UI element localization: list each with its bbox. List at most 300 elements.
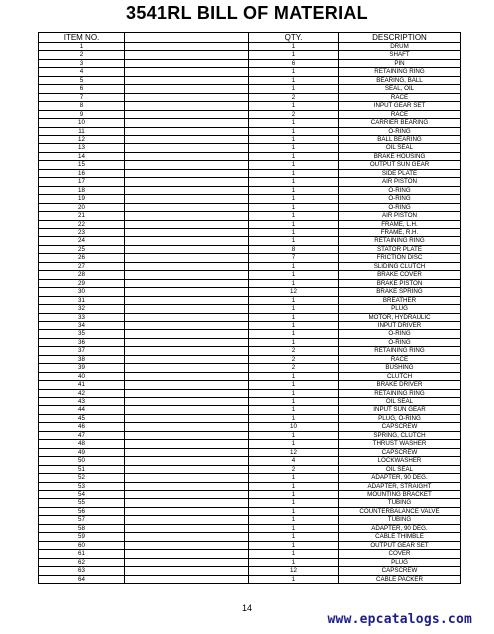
blank-cell bbox=[125, 330, 249, 338]
blank-cell bbox=[125, 457, 249, 465]
description-cell: SEAL, OIL bbox=[339, 85, 461, 93]
table-row bbox=[39, 575, 461, 583]
description-cell: PLUG bbox=[339, 305, 461, 313]
description-cell: AIR PISTON bbox=[339, 212, 461, 220]
qty-cell: 1 bbox=[249, 152, 339, 160]
item-no-cell: 30 bbox=[39, 288, 125, 296]
table-row bbox=[39, 212, 461, 220]
description-cell: RACE bbox=[339, 355, 461, 363]
blank-cell bbox=[125, 321, 249, 329]
table-row bbox=[39, 68, 461, 76]
description-cell: RETAINING RING bbox=[339, 68, 461, 76]
blank-cell bbox=[125, 161, 249, 169]
blank-cell bbox=[125, 507, 249, 515]
header-item-no: ITEM NO. bbox=[39, 33, 125, 43]
blank-cell bbox=[125, 68, 249, 76]
qty-cell: 1 bbox=[249, 372, 339, 380]
blank-cell bbox=[125, 51, 249, 59]
table-row bbox=[39, 51, 461, 59]
qty-cell: 1 bbox=[249, 279, 339, 287]
blank-cell bbox=[125, 516, 249, 524]
table-row bbox=[39, 271, 461, 279]
qty-cell: 1 bbox=[249, 507, 339, 515]
item-no-cell: 12 bbox=[39, 135, 125, 143]
header-blank bbox=[125, 33, 249, 43]
table-row bbox=[39, 499, 461, 507]
table-row bbox=[39, 457, 461, 465]
blank-cell bbox=[125, 127, 249, 135]
table-row bbox=[39, 262, 461, 270]
blank-cell bbox=[125, 499, 249, 507]
description-cell: BRAKE COVER bbox=[339, 271, 461, 279]
description-cell: COUNTERBALANCE VALVE bbox=[339, 507, 461, 515]
item-no-cell: 63 bbox=[39, 567, 125, 575]
blank-cell bbox=[125, 135, 249, 143]
qty-cell: 10 bbox=[249, 423, 339, 431]
description-cell: RETAINING RING bbox=[339, 237, 461, 245]
item-no-cell: 59 bbox=[39, 533, 125, 541]
description-cell: ADAPTER, STRAIGHT bbox=[339, 482, 461, 490]
description-cell: OUTPUT SUN GEAR bbox=[339, 161, 461, 169]
blank-cell bbox=[125, 465, 249, 473]
table-row bbox=[39, 330, 461, 338]
qty-cell: 1 bbox=[249, 135, 339, 143]
blank-cell bbox=[125, 389, 249, 397]
description-cell: BEARING, BALL bbox=[339, 76, 461, 84]
table-row bbox=[39, 245, 461, 253]
qty-cell: 1 bbox=[249, 491, 339, 499]
blank-cell bbox=[125, 296, 249, 304]
blank-cell bbox=[125, 305, 249, 313]
table-row bbox=[39, 414, 461, 422]
blank-cell bbox=[125, 338, 249, 346]
description-cell: CAPSCREW bbox=[339, 423, 461, 431]
item-no-cell: 55 bbox=[39, 499, 125, 507]
qty-cell: 1 bbox=[249, 68, 339, 76]
item-no-cell: 27 bbox=[39, 262, 125, 270]
qty-cell: 1 bbox=[249, 381, 339, 389]
qty-cell: 2 bbox=[249, 364, 339, 372]
item-no-cell: 45 bbox=[39, 414, 125, 422]
description-cell: OUTPUT GEAR SET bbox=[339, 541, 461, 549]
table-row bbox=[39, 347, 461, 355]
description-cell: BRAKE PISTON bbox=[339, 279, 461, 287]
blank-cell bbox=[125, 364, 249, 372]
table-row bbox=[39, 567, 461, 575]
table-row bbox=[39, 220, 461, 228]
page-number: 14 bbox=[241, 603, 252, 613]
table-row bbox=[39, 76, 461, 84]
item-no-cell: 13 bbox=[39, 144, 125, 152]
qty-cell: 1 bbox=[249, 76, 339, 84]
description-cell: RACE bbox=[339, 110, 461, 118]
item-no-cell: 11 bbox=[39, 127, 125, 135]
description-cell: MOUNTING BRACKET bbox=[339, 491, 461, 499]
blank-cell bbox=[125, 550, 249, 558]
table-row bbox=[39, 296, 461, 304]
description-cell: FRICTION DISC bbox=[339, 254, 461, 262]
item-no-cell: 14 bbox=[39, 152, 125, 160]
item-no-cell: 56 bbox=[39, 507, 125, 515]
blank-cell bbox=[125, 524, 249, 532]
item-no-cell: 34 bbox=[39, 321, 125, 329]
blank-cell bbox=[125, 440, 249, 448]
description-cell: BALL BEARING bbox=[339, 135, 461, 143]
item-no-cell: 36 bbox=[39, 338, 125, 346]
description-cell: MOTOR, HYDRAULIC bbox=[339, 313, 461, 321]
qty-cell: 1 bbox=[249, 144, 339, 152]
qty-cell: 1 bbox=[249, 406, 339, 414]
blank-cell bbox=[125, 448, 249, 456]
table-row bbox=[39, 135, 461, 143]
qty-cell: 1 bbox=[249, 550, 339, 558]
table-row bbox=[39, 440, 461, 448]
table-row bbox=[39, 161, 461, 169]
description-cell: RACE bbox=[339, 93, 461, 101]
item-no-cell: 60 bbox=[39, 541, 125, 549]
qty-cell: 1 bbox=[249, 440, 339, 448]
description-cell: OIL SEAL bbox=[339, 144, 461, 152]
blank-cell bbox=[125, 237, 249, 245]
qty-cell: 8 bbox=[249, 245, 339, 253]
item-no-cell: 3 bbox=[39, 59, 125, 67]
blank-cell bbox=[125, 119, 249, 127]
blank-cell bbox=[125, 558, 249, 566]
qty-cell: 1 bbox=[249, 169, 339, 177]
blank-cell bbox=[125, 203, 249, 211]
qty-cell: 1 bbox=[249, 262, 339, 270]
item-no-cell: 2 bbox=[39, 51, 125, 59]
item-no-cell: 31 bbox=[39, 296, 125, 304]
blank-cell bbox=[125, 152, 249, 160]
description-cell: CARRIER BEARING bbox=[339, 119, 461, 127]
qty-cell: 1 bbox=[249, 338, 339, 346]
qty-cell: 1 bbox=[249, 127, 339, 135]
qty-cell: 1 bbox=[249, 398, 339, 406]
blank-cell bbox=[125, 567, 249, 575]
blank-cell bbox=[125, 178, 249, 186]
blank-cell bbox=[125, 212, 249, 220]
description-cell: THRUST WASHER bbox=[339, 440, 461, 448]
blank-cell bbox=[125, 398, 249, 406]
table-row bbox=[39, 516, 461, 524]
item-no-cell: 35 bbox=[39, 330, 125, 338]
qty-cell: 7 bbox=[249, 254, 339, 262]
qty-cell: 12 bbox=[249, 288, 339, 296]
item-no-cell: 41 bbox=[39, 381, 125, 389]
item-no-cell: 57 bbox=[39, 516, 125, 524]
table-row bbox=[39, 541, 461, 549]
blank-cell bbox=[125, 93, 249, 101]
item-no-cell: 32 bbox=[39, 305, 125, 313]
bill-of-material-table bbox=[38, 32, 461, 584]
qty-cell: 1 bbox=[249, 43, 339, 51]
blank-cell bbox=[125, 279, 249, 287]
item-no-cell: 15 bbox=[39, 161, 125, 169]
item-no-cell: 51 bbox=[39, 465, 125, 473]
blank-cell bbox=[125, 474, 249, 482]
description-cell: O-RING bbox=[339, 186, 461, 194]
blank-cell bbox=[125, 381, 249, 389]
table-row bbox=[39, 186, 461, 194]
qty-cell: 1 bbox=[249, 305, 339, 313]
description-cell: BRAKE HOUSING bbox=[339, 152, 461, 160]
item-no-cell: 19 bbox=[39, 195, 125, 203]
table-row bbox=[39, 524, 461, 532]
item-no-cell: 42 bbox=[39, 389, 125, 397]
table-row bbox=[39, 338, 461, 346]
table-row bbox=[39, 381, 461, 389]
description-cell: BRAKE DRIVER bbox=[339, 381, 461, 389]
table-row bbox=[39, 228, 461, 236]
qty-cell: 4 bbox=[249, 457, 339, 465]
description-cell: SPRING, CLUTCH bbox=[339, 431, 461, 439]
table-row bbox=[39, 119, 461, 127]
blank-cell bbox=[125, 575, 249, 583]
item-no-cell: 21 bbox=[39, 212, 125, 220]
description-cell: TUBING bbox=[339, 516, 461, 524]
blank-cell bbox=[125, 347, 249, 355]
item-no-cell: 29 bbox=[39, 279, 125, 287]
item-no-cell: 47 bbox=[39, 431, 125, 439]
item-no-cell: 64 bbox=[39, 575, 125, 583]
item-no-cell: 7 bbox=[39, 93, 125, 101]
table-row bbox=[39, 93, 461, 101]
blank-cell bbox=[125, 355, 249, 363]
description-cell: INPUT GEAR SET bbox=[339, 102, 461, 110]
blank-cell bbox=[125, 406, 249, 414]
item-no-cell: 9 bbox=[39, 110, 125, 118]
table-row bbox=[39, 465, 461, 473]
blank-cell bbox=[125, 431, 249, 439]
blank-cell bbox=[125, 195, 249, 203]
table-row bbox=[39, 195, 461, 203]
blank-cell bbox=[125, 541, 249, 549]
table-row bbox=[39, 448, 461, 456]
header-description: DESCRIPTION bbox=[339, 33, 461, 43]
item-no-cell: 16 bbox=[39, 169, 125, 177]
table-row bbox=[39, 431, 461, 439]
description-cell: SIDE PLATE bbox=[339, 169, 461, 177]
table-row bbox=[39, 203, 461, 211]
table-row bbox=[39, 144, 461, 152]
table-row bbox=[39, 355, 461, 363]
item-no-cell: 20 bbox=[39, 203, 125, 211]
description-cell: BUSHING bbox=[339, 364, 461, 372]
watermark-text: www.epcatalogs.com bbox=[327, 612, 472, 627]
description-cell: O-RING bbox=[339, 127, 461, 135]
table-row bbox=[39, 279, 461, 287]
item-no-cell: 46 bbox=[39, 423, 125, 431]
blank-cell bbox=[125, 220, 249, 228]
blank-cell bbox=[125, 228, 249, 236]
description-cell: CLUTCH bbox=[339, 372, 461, 380]
header-qty: QTY. bbox=[249, 33, 339, 43]
item-no-cell: 28 bbox=[39, 271, 125, 279]
table-row bbox=[39, 152, 461, 160]
description-cell: RETAINING RING bbox=[339, 389, 461, 397]
item-no-cell: 24 bbox=[39, 237, 125, 245]
table-row bbox=[39, 406, 461, 414]
item-no-cell: 44 bbox=[39, 406, 125, 414]
description-cell: INPUT SUN GEAR bbox=[339, 406, 461, 414]
qty-cell: 12 bbox=[249, 448, 339, 456]
qty-cell: 1 bbox=[249, 524, 339, 532]
item-no-cell: 6 bbox=[39, 85, 125, 93]
blank-cell bbox=[125, 372, 249, 380]
item-no-cell: 53 bbox=[39, 482, 125, 490]
qty-cell: 1 bbox=[249, 414, 339, 422]
qty-cell: 2 bbox=[249, 93, 339, 101]
description-cell: STATOR PLATE bbox=[339, 245, 461, 253]
blank-cell bbox=[125, 271, 249, 279]
table-row bbox=[39, 364, 461, 372]
item-no-cell: 52 bbox=[39, 474, 125, 482]
blank-cell bbox=[125, 491, 249, 499]
description-cell: ADAPTER, 90 DEG. bbox=[339, 474, 461, 482]
item-no-cell: 48 bbox=[39, 440, 125, 448]
qty-cell: 1 bbox=[249, 330, 339, 338]
qty-cell: 1 bbox=[249, 296, 339, 304]
qty-cell: 1 bbox=[249, 499, 339, 507]
description-cell: CABLE PACKER bbox=[339, 575, 461, 583]
item-no-cell: 17 bbox=[39, 178, 125, 186]
qty-cell: 2 bbox=[249, 355, 339, 363]
table-row bbox=[39, 43, 461, 51]
description-cell: ADAPTER, 90 DEG. bbox=[339, 524, 461, 532]
description-cell: FRAME, L.H. bbox=[339, 220, 461, 228]
item-no-cell: 49 bbox=[39, 448, 125, 456]
item-no-cell: 5 bbox=[39, 76, 125, 84]
table-row bbox=[39, 507, 461, 515]
item-no-cell: 50 bbox=[39, 457, 125, 465]
item-no-cell: 62 bbox=[39, 558, 125, 566]
table-row bbox=[39, 237, 461, 245]
blank-cell bbox=[125, 85, 249, 93]
item-no-cell: 18 bbox=[39, 186, 125, 194]
blank-cell bbox=[125, 423, 249, 431]
table-row bbox=[39, 491, 461, 499]
item-no-cell: 54 bbox=[39, 491, 125, 499]
qty-cell: 1 bbox=[249, 482, 339, 490]
qty-cell: 2 bbox=[249, 465, 339, 473]
qty-cell: 1 bbox=[249, 321, 339, 329]
description-cell: BRAKE SPRING bbox=[339, 288, 461, 296]
qty-cell: 2 bbox=[249, 347, 339, 355]
qty-cell: 1 bbox=[249, 474, 339, 482]
item-no-cell: 26 bbox=[39, 254, 125, 262]
table-row bbox=[39, 398, 461, 406]
table-row bbox=[39, 482, 461, 490]
item-no-cell: 22 bbox=[39, 220, 125, 228]
qty-cell: 1 bbox=[249, 186, 339, 194]
qty-cell: 1 bbox=[249, 119, 339, 127]
table-header-row bbox=[39, 33, 461, 43]
qty-cell: 1 bbox=[249, 203, 339, 211]
table-row bbox=[39, 321, 461, 329]
description-cell: O-RING bbox=[339, 195, 461, 203]
item-no-cell: 61 bbox=[39, 550, 125, 558]
table-row bbox=[39, 110, 461, 118]
qty-cell: 1 bbox=[249, 313, 339, 321]
blank-cell bbox=[125, 144, 249, 152]
description-cell: DRUM bbox=[339, 43, 461, 51]
blank-cell bbox=[125, 313, 249, 321]
description-cell: O-RING bbox=[339, 338, 461, 346]
description-cell: SHAFT bbox=[339, 51, 461, 59]
description-cell: CAPSCREW bbox=[339, 448, 461, 456]
table-body bbox=[39, 43, 461, 584]
item-no-cell: 43 bbox=[39, 398, 125, 406]
page-title: 3541RL BILL OF MATERIAL bbox=[126, 3, 368, 23]
item-no-cell: 33 bbox=[39, 313, 125, 321]
table-row bbox=[39, 558, 461, 566]
item-no-cell: 1 bbox=[39, 43, 125, 51]
blank-cell bbox=[125, 59, 249, 67]
description-cell: OIL SEAL bbox=[339, 398, 461, 406]
description-cell: RETAINING RING bbox=[339, 347, 461, 355]
description-cell: O-RING bbox=[339, 203, 461, 211]
qty-cell: 1 bbox=[249, 541, 339, 549]
qty-cell: 1 bbox=[249, 516, 339, 524]
description-cell: CABLE THIMBLE bbox=[339, 533, 461, 541]
blank-cell bbox=[125, 262, 249, 270]
table-row bbox=[39, 372, 461, 380]
blank-cell bbox=[125, 43, 249, 51]
blank-cell bbox=[125, 254, 249, 262]
item-no-cell: 58 bbox=[39, 524, 125, 532]
table-row bbox=[39, 474, 461, 482]
table-row bbox=[39, 127, 461, 135]
item-no-cell: 38 bbox=[39, 355, 125, 363]
qty-cell: 1 bbox=[249, 533, 339, 541]
description-cell: SLIDING CLUTCH bbox=[339, 262, 461, 270]
blank-cell bbox=[125, 110, 249, 118]
table-row bbox=[39, 550, 461, 558]
table-row bbox=[39, 389, 461, 397]
description-cell: LOCKWASHER bbox=[339, 457, 461, 465]
table-row bbox=[39, 169, 461, 177]
description-cell: OIL SEAL bbox=[339, 465, 461, 473]
description-cell: PLUG bbox=[339, 558, 461, 566]
qty-cell: 1 bbox=[249, 51, 339, 59]
blank-cell bbox=[125, 245, 249, 253]
qty-cell: 6 bbox=[249, 59, 339, 67]
item-no-cell: 8 bbox=[39, 102, 125, 110]
table-row bbox=[39, 254, 461, 262]
description-cell: O-RING bbox=[339, 330, 461, 338]
qty-cell: 1 bbox=[249, 389, 339, 397]
item-no-cell: 4 bbox=[39, 68, 125, 76]
qty-cell: 1 bbox=[249, 220, 339, 228]
qty-cell: 1 bbox=[249, 431, 339, 439]
table-row bbox=[39, 423, 461, 431]
qty-cell: 1 bbox=[249, 575, 339, 583]
item-no-cell: 23 bbox=[39, 228, 125, 236]
description-cell: AIR PISTON bbox=[339, 178, 461, 186]
qty-cell: 12 bbox=[249, 567, 339, 575]
item-no-cell: 39 bbox=[39, 364, 125, 372]
blank-cell bbox=[125, 414, 249, 422]
blank-cell bbox=[125, 482, 249, 490]
qty-cell: 2 bbox=[249, 110, 339, 118]
qty-cell: 1 bbox=[249, 102, 339, 110]
table-row bbox=[39, 102, 461, 110]
qty-cell: 1 bbox=[249, 271, 339, 279]
blank-cell bbox=[125, 102, 249, 110]
blank-cell bbox=[125, 533, 249, 541]
qty-cell: 1 bbox=[249, 558, 339, 566]
